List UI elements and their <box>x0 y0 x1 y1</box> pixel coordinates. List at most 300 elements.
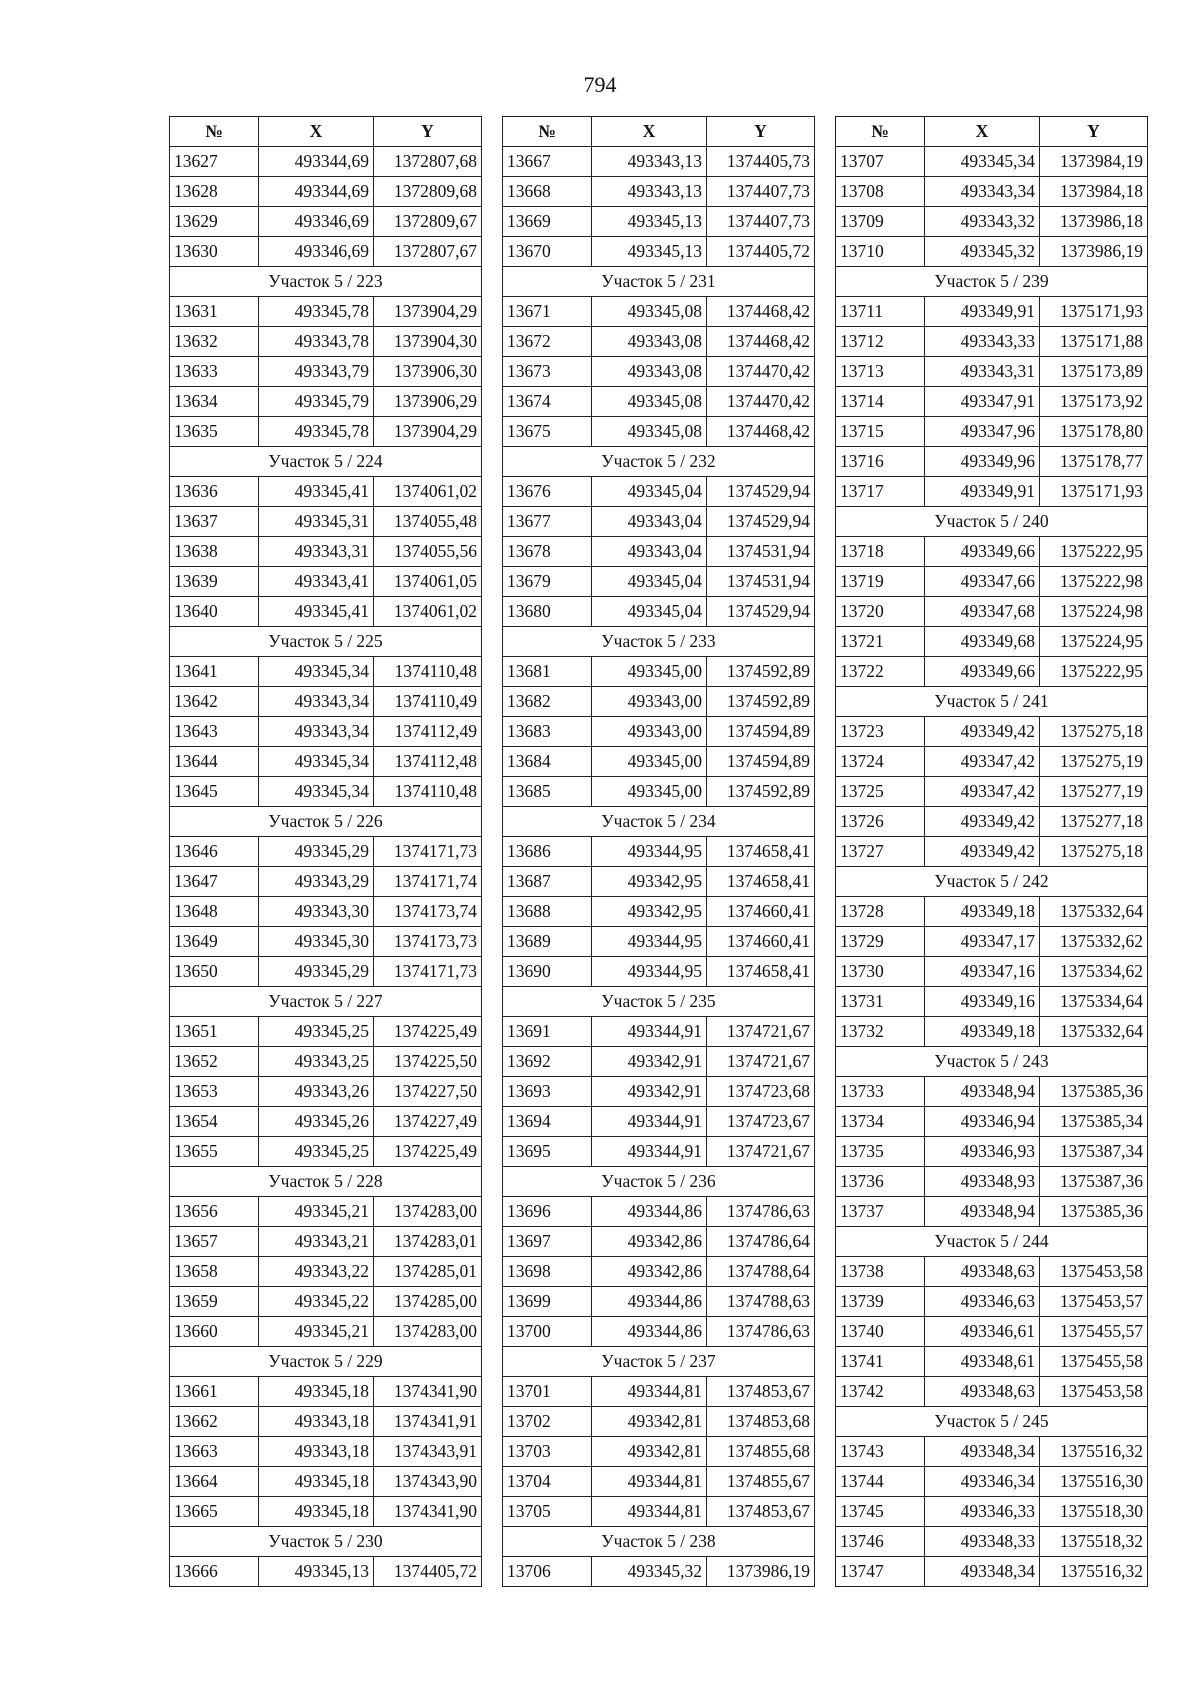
y-coordinate-cell: 1373986,18 <box>1040 207 1148 237</box>
y-coordinate-cell: 1374055,48 <box>374 507 482 537</box>
point-number-cell: 13716 <box>836 447 925 477</box>
point-number-cell: 13666 <box>170 1557 259 1587</box>
x-coordinate-cell: 493343,33 <box>925 327 1040 357</box>
y-coordinate-cell: 1374853,68 <box>707 1407 815 1437</box>
section-title: Участок 5 / 241 <box>836 687 1148 717</box>
x-coordinate-cell: 493342,91 <box>592 1077 707 1107</box>
x-coordinate-cell: 493345,21 <box>259 1197 374 1227</box>
y-coordinate-cell: 1374171,73 <box>374 957 482 987</box>
y-coordinate-cell: 1374112,48 <box>374 747 482 777</box>
point-number-cell: 13724 <box>836 747 925 777</box>
x-coordinate-cell: 493342,95 <box>592 867 707 897</box>
y-coordinate-cell: 1375275,18 <box>1040 837 1148 867</box>
point-number-cell: 13661 <box>170 1377 259 1407</box>
y-coordinate-cell: 1374285,00 <box>374 1287 482 1317</box>
y-coordinate-cell: 1375516,30 <box>1040 1467 1148 1497</box>
table-row <box>836 927 1148 957</box>
section-row <box>503 267 815 297</box>
x-coordinate-cell: 493345,34 <box>259 657 374 687</box>
table-row <box>503 1377 815 1407</box>
x-coordinate-cell: 493345,13 <box>259 1557 374 1587</box>
table-row <box>836 417 1148 447</box>
y-coordinate-cell: 1374788,63 <box>707 1287 815 1317</box>
x-coordinate-cell: 493349,42 <box>925 837 1040 867</box>
point-number-cell: 13644 <box>170 747 259 777</box>
table-row <box>170 537 482 567</box>
section-row <box>503 807 815 837</box>
point-number-cell: 13745 <box>836 1497 925 1527</box>
x-coordinate-cell: 493344,81 <box>592 1377 707 1407</box>
y-coordinate-cell: 1372809,68 <box>374 177 482 207</box>
table-row <box>170 1137 482 1167</box>
x-coordinate-cell: 493348,34 <box>925 1437 1040 1467</box>
point-number-cell: 13732 <box>836 1017 925 1047</box>
table-row <box>170 207 482 237</box>
point-number-cell: 13701 <box>503 1377 592 1407</box>
y-coordinate-cell: 1374786,63 <box>707 1317 815 1347</box>
y-coordinate-cell: 1374529,94 <box>707 597 815 627</box>
y-coordinate-cell: 1375453,58 <box>1040 1377 1148 1407</box>
point-number-cell: 13674 <box>503 387 592 417</box>
point-number-cell: 13670 <box>503 237 592 267</box>
y-coordinate-cell: 1375385,36 <box>1040 1077 1148 1107</box>
x-coordinate-cell: 493348,93 <box>925 1167 1040 1197</box>
y-coordinate-cell: 1374660,41 <box>707 897 815 927</box>
section-title: Участок 5 / 235 <box>503 987 815 1017</box>
column-header-x: X <box>925 117 1040 147</box>
table-row <box>503 687 815 717</box>
table-row <box>503 567 815 597</box>
table-row <box>503 147 815 177</box>
y-coordinate-cell: 1375518,32 <box>1040 1527 1148 1557</box>
point-number-cell: 13630 <box>170 237 259 267</box>
section-row <box>170 1347 482 1377</box>
section-row <box>170 627 482 657</box>
section-row <box>503 1527 815 1557</box>
y-coordinate-cell: 1374171,74 <box>374 867 482 897</box>
y-coordinate-cell: 1374343,90 <box>374 1467 482 1497</box>
x-coordinate-cell: 493349,16 <box>925 987 1040 1017</box>
y-coordinate-cell: 1374855,68 <box>707 1437 815 1467</box>
section-title: Участок 5 / 230 <box>170 1527 482 1557</box>
y-coordinate-cell: 1375332,64 <box>1040 897 1148 927</box>
y-coordinate-cell: 1374468,42 <box>707 417 815 447</box>
x-coordinate-cell: 493345,04 <box>592 597 707 627</box>
y-coordinate-cell: 1374283,01 <box>374 1227 482 1257</box>
y-coordinate-cell: 1374341,90 <box>374 1497 482 1527</box>
point-number-cell: 13671 <box>503 297 592 327</box>
y-coordinate-cell: 1374110,48 <box>374 657 482 687</box>
table-row <box>503 1407 815 1437</box>
table-row <box>836 1197 1148 1227</box>
table-row <box>503 207 815 237</box>
table-row <box>170 657 482 687</box>
y-coordinate-cell: 1374721,67 <box>707 1137 815 1167</box>
table-row <box>836 1107 1148 1137</box>
x-coordinate-cell: 493344,91 <box>592 1107 707 1137</box>
point-number-cell: 13726 <box>836 807 925 837</box>
section-title: Участок 5 / 229 <box>170 1347 482 1377</box>
y-coordinate-cell: 1374786,63 <box>707 1197 815 1227</box>
table-row <box>836 807 1148 837</box>
table-row <box>170 1467 482 1497</box>
x-coordinate-cell: 493344,69 <box>259 147 374 177</box>
section-title: Участок 5 / 244 <box>836 1227 1148 1257</box>
x-coordinate-cell: 493342,91 <box>592 1047 707 1077</box>
x-coordinate-cell: 493349,66 <box>925 537 1040 567</box>
section-row <box>836 867 1148 897</box>
x-coordinate-cell: 493347,66 <box>925 567 1040 597</box>
y-coordinate-cell: 1375387,34 <box>1040 1137 1148 1167</box>
point-number-cell: 13635 <box>170 417 259 447</box>
table-row <box>170 1257 482 1287</box>
point-number-cell: 13660 <box>170 1317 259 1347</box>
x-coordinate-cell: 493346,33 <box>925 1497 1040 1527</box>
point-number-cell: 13646 <box>170 837 259 867</box>
point-number-cell: 13735 <box>836 1137 925 1167</box>
page-number: 794 <box>583 72 617 97</box>
x-coordinate-cell: 493343,08 <box>592 327 707 357</box>
point-number-cell: 13686 <box>503 837 592 867</box>
y-coordinate-cell: 1374594,89 <box>707 717 815 747</box>
table-row <box>836 1437 1148 1467</box>
table-row <box>836 777 1148 807</box>
y-coordinate-cell: 1374405,72 <box>374 1557 482 1587</box>
y-coordinate-cell: 1374227,49 <box>374 1107 482 1137</box>
table-row <box>836 1557 1148 1587</box>
x-coordinate-cell: 493343,78 <box>259 327 374 357</box>
table-row <box>170 897 482 927</box>
section-row <box>836 507 1148 537</box>
table-row <box>170 1017 482 1047</box>
point-number-cell: 13631 <box>170 297 259 327</box>
point-number-cell: 13697 <box>503 1227 592 1257</box>
x-coordinate-cell: 493345,26 <box>259 1107 374 1137</box>
x-coordinate-cell: 493345,30 <box>259 927 374 957</box>
section-row <box>170 447 482 477</box>
x-coordinate-cell: 493346,63 <box>925 1287 1040 1317</box>
x-coordinate-cell: 493342,86 <box>592 1227 707 1257</box>
table-row <box>170 867 482 897</box>
point-number-cell: 13637 <box>170 507 259 537</box>
x-coordinate-cell: 493347,16 <box>925 957 1040 987</box>
x-coordinate-cell: 493344,95 <box>592 957 707 987</box>
x-coordinate-cell: 493349,91 <box>925 477 1040 507</box>
x-coordinate-cell: 493343,32 <box>925 207 1040 237</box>
y-coordinate-cell: 1372807,67 <box>374 237 482 267</box>
y-coordinate-cell: 1375332,62 <box>1040 927 1148 957</box>
section-row <box>836 1407 1148 1437</box>
y-coordinate-cell: 1375277,19 <box>1040 777 1148 807</box>
x-coordinate-cell: 493346,93 <box>925 1137 1040 1167</box>
table-row <box>836 447 1148 477</box>
x-coordinate-cell: 493345,34 <box>259 777 374 807</box>
table-header-row <box>170 117 482 147</box>
table-header-row <box>503 117 815 147</box>
table-row <box>836 1527 1148 1557</box>
y-coordinate-cell: 1373904,29 <box>374 297 482 327</box>
y-coordinate-cell: 1374171,73 <box>374 837 482 867</box>
section-title: Участок 5 / 239 <box>836 267 1148 297</box>
x-coordinate-cell: 493344,86 <box>592 1197 707 1227</box>
x-coordinate-cell: 493345,18 <box>259 1377 374 1407</box>
x-coordinate-cell: 493345,78 <box>259 297 374 327</box>
point-number-cell: 13658 <box>170 1257 259 1287</box>
y-coordinate-cell: 1373906,29 <box>374 387 482 417</box>
x-coordinate-cell: 493344,95 <box>592 927 707 957</box>
table-row <box>836 567 1148 597</box>
section-row <box>170 807 482 837</box>
point-number-cell: 13629 <box>170 207 259 237</box>
y-coordinate-cell: 1375222,95 <box>1040 657 1148 687</box>
y-coordinate-cell: 1374343,91 <box>374 1437 482 1467</box>
point-number-cell: 13687 <box>503 867 592 897</box>
point-number-cell: 13733 <box>836 1077 925 1107</box>
table-row <box>170 957 482 987</box>
x-coordinate-cell: 493349,18 <box>925 897 1040 927</box>
point-number-cell: 13632 <box>170 327 259 357</box>
point-number-cell: 13743 <box>836 1437 925 1467</box>
point-number-cell: 13739 <box>836 1287 925 1317</box>
x-coordinate-cell: 493343,18 <box>259 1407 374 1437</box>
table-row <box>503 1227 815 1257</box>
x-coordinate-cell: 493345,00 <box>592 747 707 777</box>
y-coordinate-cell: 1374110,49 <box>374 687 482 717</box>
table-row <box>170 387 482 417</box>
y-coordinate-cell: 1374658,41 <box>707 867 815 897</box>
section-title: Участок 5 / 245 <box>836 1407 1148 1437</box>
y-coordinate-cell: 1374173,73 <box>374 927 482 957</box>
point-number-cell: 13704 <box>503 1467 592 1497</box>
table-row <box>170 417 482 447</box>
column-header-x: X <box>259 117 374 147</box>
point-number-cell: 13680 <box>503 597 592 627</box>
y-coordinate-cell: 1374592,89 <box>707 687 815 717</box>
table-row <box>503 177 815 207</box>
point-number-cell: 13747 <box>836 1557 925 1587</box>
point-number-cell: 13718 <box>836 537 925 567</box>
point-number-cell: 13729 <box>836 927 925 957</box>
table-row <box>836 1347 1148 1377</box>
x-coordinate-cell: 493344,91 <box>592 1017 707 1047</box>
point-number-cell: 13638 <box>170 537 259 567</box>
point-number-cell: 13707 <box>836 147 925 177</box>
table-row <box>503 777 815 807</box>
point-number-cell: 13645 <box>170 777 259 807</box>
table-row <box>836 207 1148 237</box>
y-coordinate-cell: 1375275,19 <box>1040 747 1148 777</box>
x-coordinate-cell: 493344,95 <box>592 837 707 867</box>
table-row <box>503 1137 815 1167</box>
y-coordinate-cell: 1373986,19 <box>707 1557 815 1587</box>
section-title: Участок 5 / 226 <box>170 807 482 837</box>
x-coordinate-cell: 493348,61 <box>925 1347 1040 1377</box>
section-row <box>836 1047 1148 1077</box>
table-row <box>170 567 482 597</box>
x-coordinate-cell: 493343,21 <box>259 1227 374 1257</box>
y-coordinate-cell: 1375453,58 <box>1040 1257 1148 1287</box>
y-coordinate-cell: 1374061,05 <box>374 567 482 597</box>
y-coordinate-cell: 1375385,36 <box>1040 1197 1148 1227</box>
x-coordinate-cell: 493346,69 <box>259 207 374 237</box>
y-coordinate-cell: 1375387,36 <box>1040 1167 1148 1197</box>
table-row <box>836 1017 1148 1047</box>
table-row <box>503 477 815 507</box>
y-coordinate-cell: 1375171,93 <box>1040 477 1148 507</box>
table-row <box>503 537 815 567</box>
table-header-row <box>836 117 1148 147</box>
y-coordinate-cell: 1374285,01 <box>374 1257 482 1287</box>
x-coordinate-cell: 493343,13 <box>592 177 707 207</box>
point-number-cell: 13640 <box>170 597 259 627</box>
y-coordinate-cell: 1374061,02 <box>374 597 482 627</box>
point-number-cell: 13690 <box>503 957 592 987</box>
point-number-cell: 13688 <box>503 897 592 927</box>
x-coordinate-cell: 493347,68 <box>925 597 1040 627</box>
x-coordinate-cell: 493345,29 <box>259 957 374 987</box>
section-row <box>170 987 482 1017</box>
x-coordinate-cell: 493349,42 <box>925 717 1040 747</box>
y-coordinate-cell: 1373904,29 <box>374 417 482 447</box>
table-row <box>836 537 1148 567</box>
point-number-cell: 13659 <box>170 1287 259 1317</box>
point-number-cell: 13744 <box>836 1467 925 1497</box>
x-coordinate-cell: 493345,31 <box>259 507 374 537</box>
y-coordinate-cell: 1375171,88 <box>1040 327 1148 357</box>
point-number-cell: 13693 <box>503 1077 592 1107</box>
y-coordinate-cell: 1374225,50 <box>374 1047 482 1077</box>
y-coordinate-cell: 1374529,94 <box>707 477 815 507</box>
table-row <box>503 717 815 747</box>
point-number-cell: 13737 <box>836 1197 925 1227</box>
x-coordinate-cell: 493345,00 <box>592 657 707 687</box>
table-row <box>836 837 1148 867</box>
table-row <box>170 237 482 267</box>
x-coordinate-cell: 493345,32 <box>592 1557 707 1587</box>
table-row <box>170 1497 482 1527</box>
x-coordinate-cell: 493349,96 <box>925 447 1040 477</box>
point-number-cell: 13683 <box>503 717 592 747</box>
y-coordinate-cell: 1374721,67 <box>707 1017 815 1047</box>
table-row <box>836 957 1148 987</box>
column-header-number: № <box>170 117 259 147</box>
y-coordinate-cell: 1375385,34 <box>1040 1107 1148 1137</box>
point-number-cell: 13708 <box>836 177 925 207</box>
x-coordinate-cell: 493349,66 <box>925 657 1040 687</box>
table-row <box>503 297 815 327</box>
x-coordinate-cell: 493345,04 <box>592 567 707 597</box>
x-coordinate-cell: 493349,18 <box>925 1017 1040 1047</box>
point-number-cell: 13709 <box>836 207 925 237</box>
x-coordinate-cell: 493345,08 <box>592 417 707 447</box>
x-coordinate-cell: 493344,86 <box>592 1287 707 1317</box>
y-coordinate-cell: 1374788,64 <box>707 1257 815 1287</box>
point-number-cell: 13673 <box>503 357 592 387</box>
table-row <box>170 597 482 627</box>
table-row <box>503 387 815 417</box>
point-number-cell: 13653 <box>170 1077 259 1107</box>
point-number-cell: 13746 <box>836 1527 925 1557</box>
table-row <box>170 687 482 717</box>
table-row <box>170 777 482 807</box>
y-coordinate-cell: 1374786,64 <box>707 1227 815 1257</box>
table-row <box>503 1437 815 1467</box>
section-title: Участок 5 / 223 <box>170 267 482 297</box>
x-coordinate-cell: 493349,42 <box>925 807 1040 837</box>
point-number-cell: 13741 <box>836 1347 925 1377</box>
x-coordinate-cell: 493343,79 <box>259 357 374 387</box>
y-coordinate-cell: 1373984,18 <box>1040 177 1148 207</box>
table-row <box>836 327 1148 357</box>
x-coordinate-cell: 493346,61 <box>925 1317 1040 1347</box>
table-row <box>503 927 815 957</box>
y-coordinate-cell: 1372807,68 <box>374 147 482 177</box>
point-number-cell: 13656 <box>170 1197 259 1227</box>
y-coordinate-cell: 1374855,67 <box>707 1467 815 1497</box>
y-coordinate-cell: 1375455,58 <box>1040 1347 1148 1377</box>
section-row <box>503 1167 815 1197</box>
point-number-cell: 13723 <box>836 717 925 747</box>
column-header-number: № <box>503 117 592 147</box>
table-row <box>836 237 1148 267</box>
x-coordinate-cell: 493343,31 <box>259 537 374 567</box>
x-coordinate-cell: 493347,42 <box>925 747 1040 777</box>
table-row <box>503 1047 815 1077</box>
table-row <box>503 417 815 447</box>
y-coordinate-cell: 1375178,80 <box>1040 417 1148 447</box>
x-coordinate-cell: 493345,13 <box>592 207 707 237</box>
point-number-cell: 13636 <box>170 477 259 507</box>
point-number-cell: 13676 <box>503 477 592 507</box>
table-row <box>170 1227 482 1257</box>
table-row <box>836 627 1148 657</box>
table-row <box>170 1317 482 1347</box>
table-row <box>170 297 482 327</box>
point-number-cell: 13725 <box>836 777 925 807</box>
x-coordinate-cell: 493345,22 <box>259 1287 374 1317</box>
coordinates-table-3 <box>835 116 1148 1587</box>
section-title: Участок 5 / 243 <box>836 1047 1148 1077</box>
section-row <box>503 1347 815 1377</box>
x-coordinate-cell: 493346,69 <box>259 237 374 267</box>
table-row <box>503 957 815 987</box>
point-number-cell: 13734 <box>836 1107 925 1137</box>
point-number-cell: 13738 <box>836 1257 925 1287</box>
point-number-cell: 13710 <box>836 237 925 267</box>
section-row <box>836 1227 1148 1257</box>
column-header-number: № <box>836 117 925 147</box>
x-coordinate-cell: 493348,63 <box>925 1257 1040 1287</box>
section-title: Участок 5 / 231 <box>503 267 815 297</box>
y-coordinate-cell: 1374531,94 <box>707 537 815 567</box>
x-coordinate-cell: 493343,04 <box>592 537 707 567</box>
point-number-cell: 13651 <box>170 1017 259 1047</box>
table-row <box>836 987 1148 1017</box>
y-coordinate-cell: 1375178,77 <box>1040 447 1148 477</box>
y-coordinate-cell: 1374723,67 <box>707 1107 815 1137</box>
table-row <box>170 1047 482 1077</box>
x-coordinate-cell: 493343,04 <box>592 507 707 537</box>
point-number-cell: 13727 <box>836 837 925 867</box>
table-row <box>836 1377 1148 1407</box>
x-coordinate-cell: 493344,91 <box>592 1137 707 1167</box>
y-coordinate-cell: 1373984,19 <box>1040 147 1148 177</box>
point-number-cell: 13691 <box>503 1017 592 1047</box>
table-row <box>170 357 482 387</box>
section-title: Участок 5 / 237 <box>503 1347 815 1377</box>
x-coordinate-cell: 493342,81 <box>592 1437 707 1467</box>
point-number-cell: 13714 <box>836 387 925 417</box>
